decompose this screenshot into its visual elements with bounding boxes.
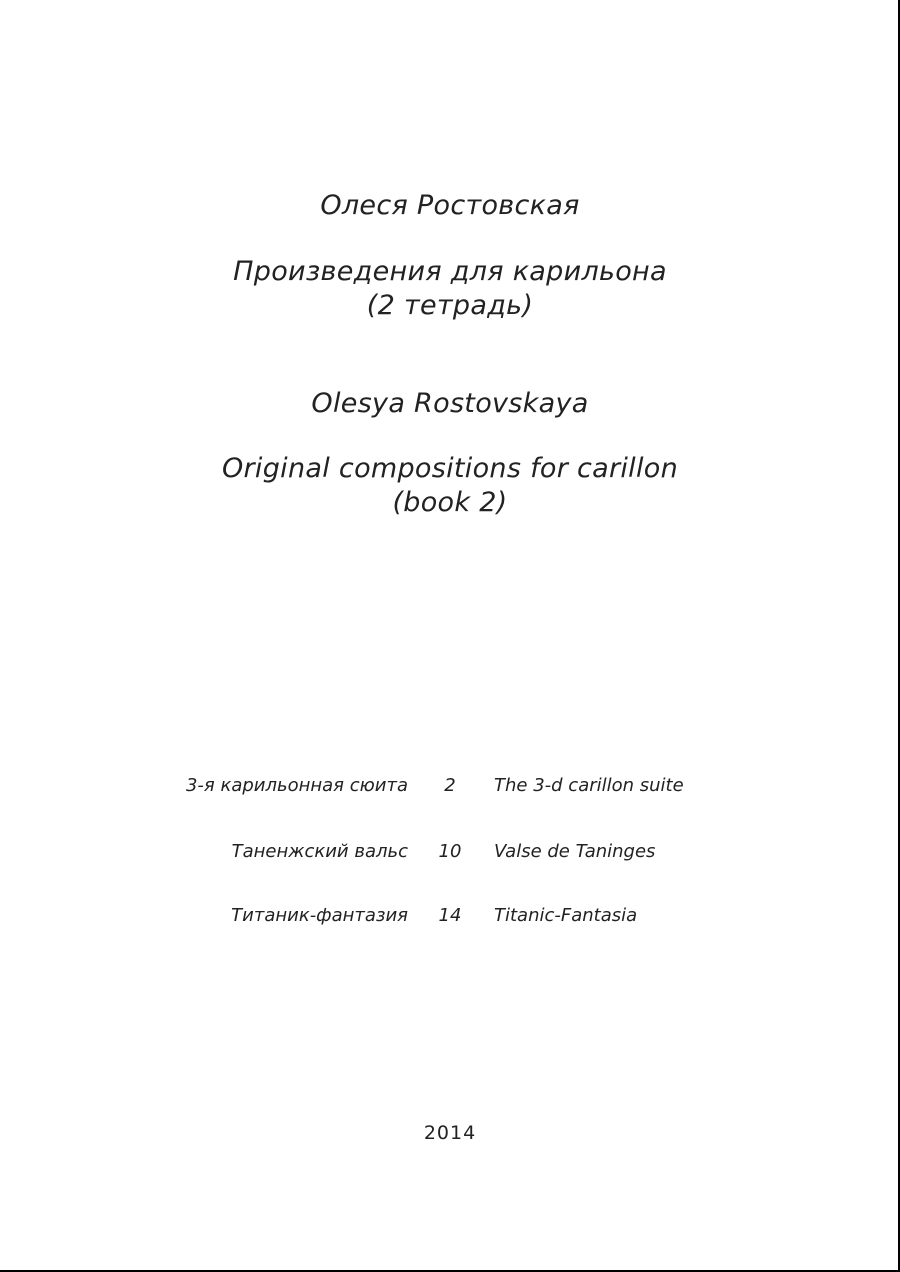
author-name-ru: Олеся Ростовская (320, 190, 580, 221)
contents-title-ru: Титаник-фантазия (231, 905, 408, 926)
collection-subtitle-ru: (2 тетрадь) (366, 290, 534, 321)
collection-title-en: Original compositions for carillon (221, 453, 679, 484)
contents-page-number: 2 (444, 775, 456, 796)
contents-row (0, 841, 900, 871)
contents-page-number: 14 (438, 905, 462, 926)
contents-row (0, 905, 900, 935)
author-name-en: Olesya Rostovskaya (311, 388, 589, 419)
publication-year: 2014 (423, 1122, 477, 1144)
contents-page-number: 10 (438, 841, 462, 862)
contents-title-ru: 3-я карильонная сюита (185, 775, 408, 796)
contents-row (0, 775, 900, 805)
contents-title-ru: Таненжский вальс (231, 841, 408, 862)
collection-subtitle-en: (book 2) (392, 487, 508, 518)
contents-title-en: The 3-d carillon suite (494, 775, 684, 796)
contents-title-en: Valse de Taninges (494, 841, 656, 862)
collection-title-ru: Произведения для карильона (233, 256, 667, 287)
contents-title-en: Titanic-Fantasia (494, 905, 638, 926)
